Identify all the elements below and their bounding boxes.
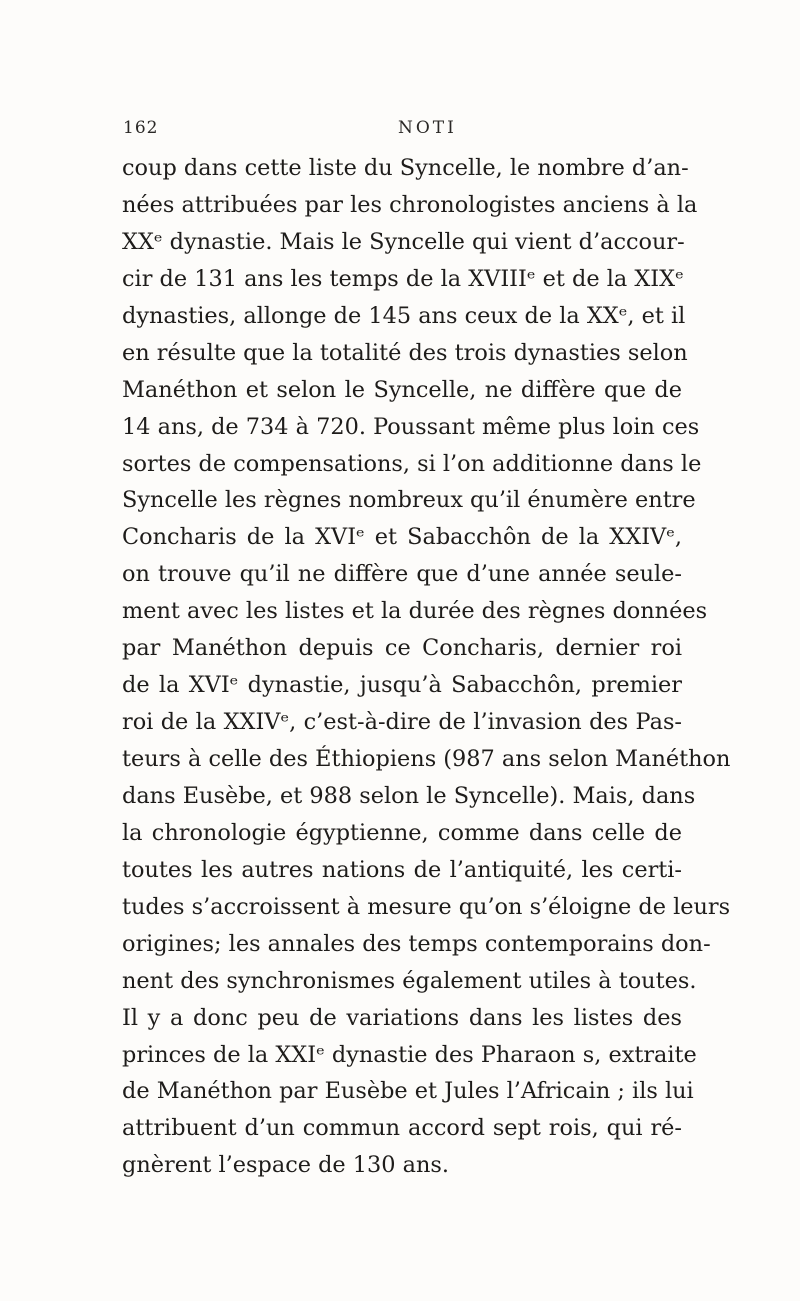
text-line: 14 ans, de 734 à 720. Poussant même plus loin ces (122, 413, 700, 440)
text-line: teurs à celle des Éthiopiens (987 ans selon Manéthon (122, 746, 731, 772)
body-paragraph (122, 150, 731, 1184)
text-line: cir de 131 ans les temps de la XVIIIᵉ et de la XIXᵉ (122, 265, 684, 292)
text-line: sortes de compensations, si l’on additionne dans le (122, 450, 702, 477)
text-line: la chronologie égyptienne, comme dans celle de (122, 819, 682, 846)
running-title: NOTI (398, 118, 457, 138)
text-line: princes de la XXIᵉ dynastie des Pharaon s, extraite (122, 1041, 697, 1068)
text-line: nent des synchronismes également utiles à toutes. (122, 967, 697, 994)
text-line: attribuent d’un commun accord sept rois, qui ré- (122, 1115, 682, 1142)
text-line: Manéthon et selon le Syncelle, ne diffère que de (122, 376, 682, 403)
text-line: Concharis de la XVIᵉ et Sabacchôn de la XXIVᵉ, (122, 524, 682, 551)
text-line: de la XVIᵉ dynastie, jusqu’à Sabacchôn, premier (122, 672, 682, 699)
running-head (123, 118, 683, 144)
text-line: toutes les autres nations de l’antiquité, les certi- (122, 856, 682, 883)
text-line: gnèrent l’espace de 130 ans. (122, 1152, 450, 1179)
text-line: on trouve qu’il ne diffère que d’une année seule- (122, 561, 682, 588)
text-line: en résulte que la totalité des trois dynasties selon (122, 339, 688, 366)
text-line: roi de la XXIVᵉ, c’est-à-dire de l’invasion des Pas- (122, 709, 682, 736)
page-number: 162 (123, 118, 159, 138)
text-line: Syncelle les règnes nombreux qu’il énumère entre (122, 487, 696, 514)
text-line: tudes s’accroissent à mesure qu’on s’éloigne de leurs (122, 893, 731, 920)
text-line: coup dans cette liste du Syncelle, le nombre d’an- (122, 155, 689, 181)
text-line: ment avec les listes et la durée des règnes données (122, 598, 708, 625)
text-line: Il y a donc peu de variations dans les listes des (122, 1004, 682, 1031)
text-line: dynasties, allonge de 145 ans ceux de la XXᵉ, et il (122, 302, 686, 329)
text-line: dans Eusèbe, et 988 selon le Syncelle). Mais, dans (122, 782, 696, 809)
text-line: de Manéthon par Eusèbe et Jules l’Africain ; ils lui (122, 1078, 694, 1105)
text-line: origines; les annales des temps contemporains don- (122, 930, 711, 957)
text-line: XXᵉ dynastie. Mais le Syncelle qui vient d’accour- (122, 228, 685, 255)
text-line: nées attribuées par les chronologistes anciens à la (122, 191, 698, 218)
text-line: par Manéthon depuis ce Concharis, dernier roi (122, 635, 682, 662)
